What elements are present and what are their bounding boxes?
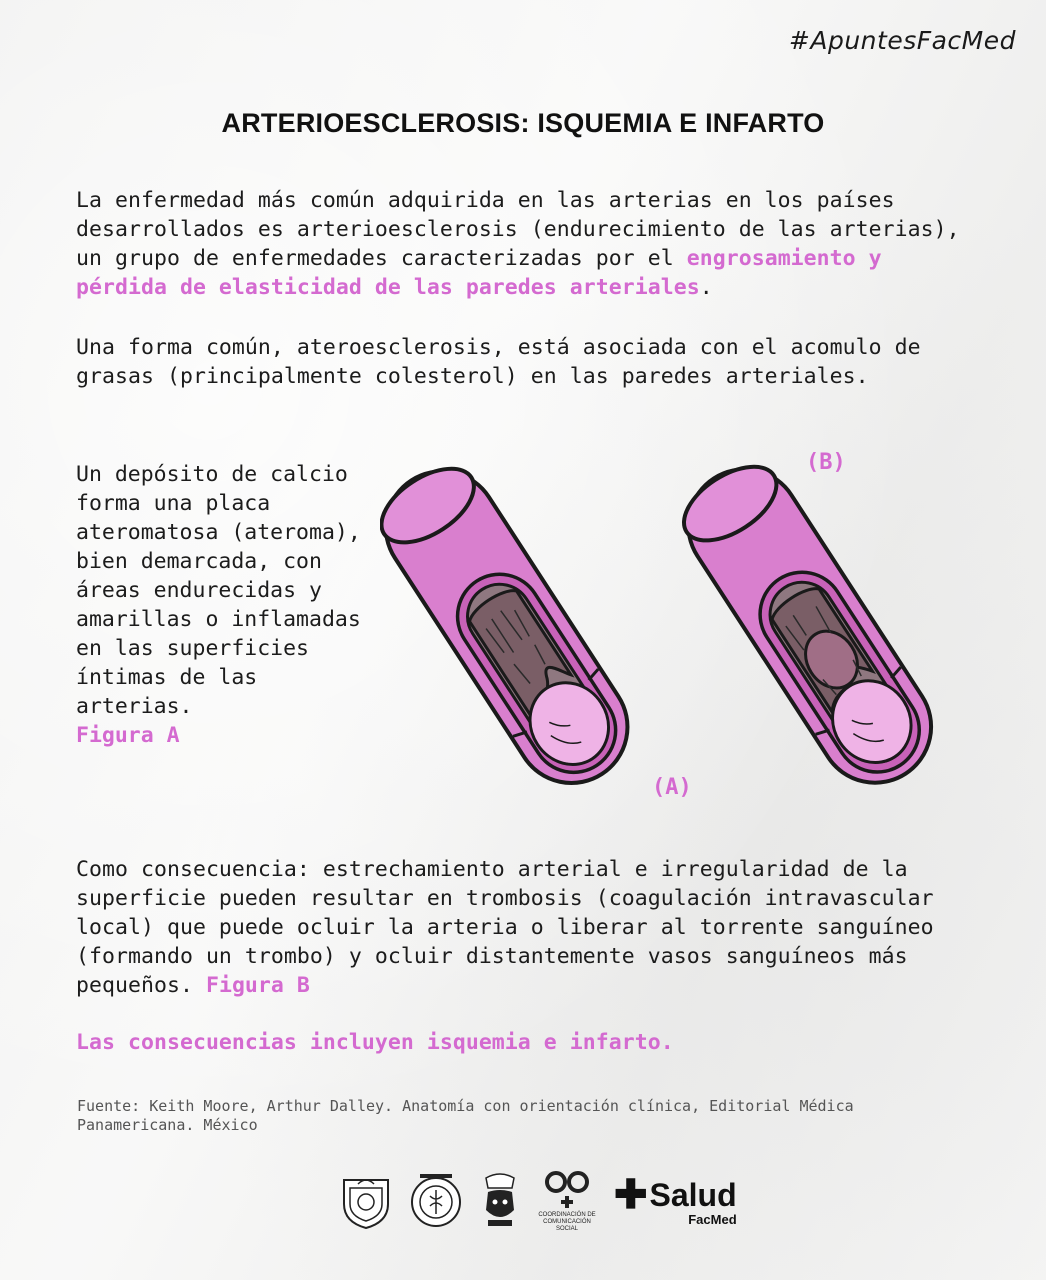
hashtag: #ApuntesFacMed	[788, 26, 1016, 55]
figure-b-reference: Figura B	[205, 973, 310, 998]
coordinacion-comunicacion-logo	[534, 1168, 600, 1233]
intro-paragraph	[76, 186, 981, 302]
salud-facmed-logo	[614, 1172, 737, 1227]
intro-end: .	[699, 275, 713, 300]
puma-logo-icon	[478, 1170, 522, 1230]
coordinacion-comunicacion-text: COORDINACIÓN DE COMUNICACIÓN SOCIAL	[538, 1211, 596, 1232]
salud-text: Salud	[649, 1176, 737, 1213]
artery-plaque-illustration	[380, 440, 640, 810]
facultad-medicina-seal-icon	[406, 1170, 466, 1230]
footer-logos	[338, 1168, 737, 1232]
intro-highlight: engrosamiento y pérdida de elasticidad de las paredes arteriales	[76, 246, 882, 300]
source-citation: Fuente: Keith Moore, Arthur Dalley. Anatomía con orientación clínica, Editorial Médica Panamericana. México	[77, 1097, 854, 1134]
figure-b-label: (B)	[806, 450, 846, 475]
page-title: ARTERIOESCLEROSIS: ISQUEMIA E INFARTO	[221, 108, 825, 138]
consequence-paragraph	[76, 855, 981, 1000]
figure-a-label: (A)	[652, 775, 692, 800]
unam-seal-icon	[338, 1170, 394, 1230]
figure-description	[76, 460, 366, 750]
consequence-text: Como consecuencia: estrechamiento arterial e irregularidad de la superficie pueden resultar en trombosis (coagulación intravascular local) que puede ocluir la arteria o liberar al torrente sanguíneo (formando un trombo) y ocluir distantemente vasos sanguíneos más pequeños.	[76, 857, 934, 998]
consequence-summary: Las consecuencias incluyen isquemia e infarto.	[76, 1030, 674, 1055]
coordinacion-comunicacion-icon	[542, 1168, 592, 1212]
figure-description-text: Un depósito de calcio forma una placa ateromatosa (ateroma), bien demarcada, con áreas endurecidas y amarillas o inflamadas en las superficies íntimas de las arterias.	[76, 462, 361, 719]
figure-a-reference: Figura A	[76, 723, 180, 748]
intro-text: La enfermedad más común adquirida en las arterias en los países desarrollados es arterioesclerosis (endurecimiento de las arterias), un grupo de enfermedades caracterizadas por el	[76, 188, 960, 271]
atherosclerosis-paragraph: Una forma común, ateroesclerosis, está asociada con el acomulo de grasas (principalmente colesterol) en las paredes arteriales.	[76, 335, 921, 389]
plus-icon: ✚	[614, 1172, 648, 1217]
facmed-text: FacMed	[688, 1211, 737, 1227]
artery-thrombus-illustration	[680, 435, 950, 815]
